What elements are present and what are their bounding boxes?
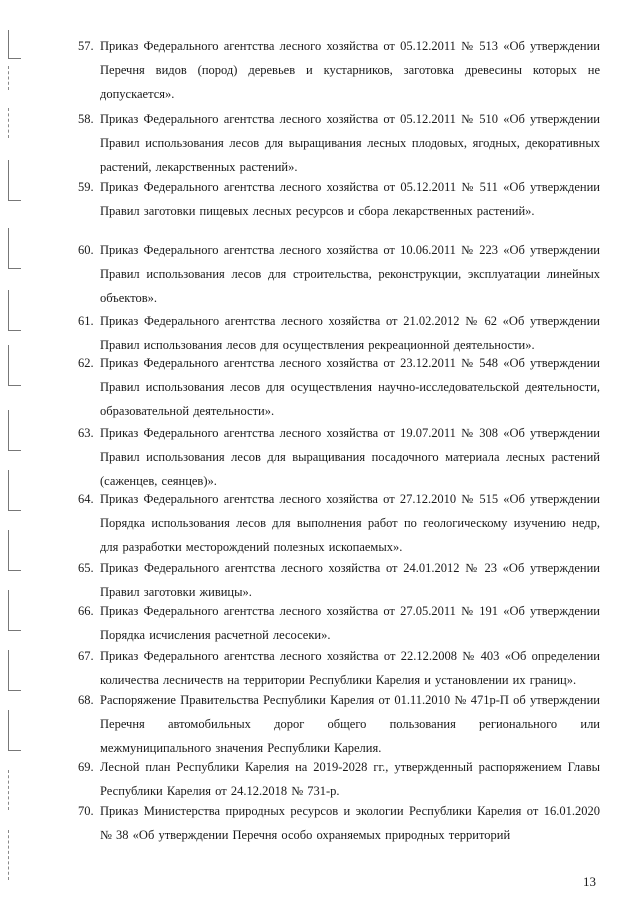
item-number: 58. — [78, 112, 94, 126]
item-number: 65. — [78, 561, 94, 575]
page-number: 13 — [583, 874, 596, 889]
item-number: 57. — [78, 39, 94, 53]
item-number: 66. — [78, 604, 94, 618]
item-number: 68. — [78, 693, 94, 707]
margin-mark — [8, 160, 21, 201]
margin-mark — [8, 30, 21, 59]
list-item — [78, 755, 600, 803]
item-text: Приказ Федерального агентства лесного хозяйства от 19.07.2011 № 308 «Об утверждении Правил использования лесов для выращивания посадочного материала лесных растений (саженцев, сеянцев)». — [100, 426, 600, 488]
item-number: 70. — [78, 804, 94, 818]
margin-mark — [8, 290, 21, 331]
item-text: Приказ Федерального агентства лесного хозяйства от 10.06.2011 № 223 «Об утверждении Правил использования лесов для строительства, реконструкции, эксплуатации линейных объектов». — [100, 243, 600, 305]
list-item — [78, 556, 600, 604]
list-item — [78, 644, 600, 692]
margin-mark — [8, 470, 21, 511]
item-text: Распоряжение Правительства Республики Карелия от 01.11.2010 № 471р-П об утверждении Перечня автомобильных дорог общего пользования регионального или межмуниципального значения Республики Карелия. — [100, 693, 600, 755]
item-number: 60. — [78, 243, 94, 257]
item-text: Приказ Федерального агентства лесного хозяйства от 27.12.2010 № 515 «Об утверждении Порядка использования лесов для выполнения работ по геологическому изучению недр, для разработки месторождений полезных ископаемых». — [100, 492, 600, 554]
list-item — [78, 34, 600, 106]
item-text: Приказ Федерального агентства лесного хозяйства от 21.02.2012 № 62 «Об утверждении Правил использования лесов для осуществления рекреационной деятельности». — [100, 314, 600, 352]
item-text: Приказ Федерального агентства лесного хозяйства от 23.12.2011 № 548 «Об утверждении Правил использования лесов для осуществления научно-исследовательской деятельности, образовательной деятельности». — [100, 356, 600, 418]
margin-mark — [8, 590, 21, 631]
item-number: 59. — [78, 180, 94, 194]
item-text: Приказ Федерального агентства лесного хозяйства от 05.12.2011 № 510 «Об утверждении Правил использования лесов для выращивания лесных плодовых, ягодных, декоративных растений, лекарственных растений». — [100, 112, 600, 174]
list-item — [78, 599, 600, 647]
binding-margin-marks — [0, 0, 40, 905]
item-text: Приказ Министерства природных ресурсов и экологии Республики Карелия от 16.01.2020 № 38 «Об утверждении Перечня особо охраняемых природных территорий — [100, 804, 600, 842]
margin-mark — [8, 770, 21, 810]
item-number: 69. — [78, 760, 94, 774]
margin-mark — [8, 710, 21, 751]
item-text: Приказ Федерального агентства лесного хозяйства от 27.05.2011 № 191 «Об утверждении Порядка исчисления расчетной лесосеки». — [100, 604, 600, 642]
list-item — [78, 351, 600, 423]
margin-mark — [8, 410, 21, 451]
list-item — [78, 688, 600, 760]
margin-mark — [8, 228, 21, 269]
item-text: Приказ Федерального агентства лесного хозяйства от 24.01.2012 № 23 «Об утверждении Правил заготовки живицы». — [100, 561, 600, 599]
item-number: 62. — [78, 356, 94, 370]
margin-mark — [8, 108, 21, 138]
list-item — [78, 799, 600, 847]
list-item — [78, 175, 600, 223]
list-item — [78, 309, 600, 357]
item-text: Приказ Федерального агентства лесного хозяйства от 22.12.2008 № 403 «Об определении количества лесничеств на территории Республики Карелия и установлении их границ». — [100, 649, 600, 687]
margin-mark — [8, 650, 21, 691]
margin-mark — [8, 530, 21, 571]
item-number: 64. — [78, 492, 94, 506]
list-item — [78, 107, 600, 179]
margin-mark — [8, 830, 21, 880]
item-text: Приказ Федерального агентства лесного хозяйства от 05.12.2011 № 513 «Об утверждении Перечня видов (пород) деревьев и кустарников, заготовка древесины которых не допускается». — [100, 39, 600, 101]
item-text: Приказ Федерального агентства лесного хозяйства от 05.12.2011 № 511 «Об утверждении Правил заготовки пищевых лесных ресурсов и сбора лекарственных растений». — [100, 180, 600, 218]
list-item — [78, 238, 600, 310]
item-number: 63. — [78, 426, 94, 440]
margin-mark — [8, 345, 21, 386]
list-item — [78, 487, 600, 559]
item-text: Лесной план Республики Карелия на 2019-2028 гг., утвержденный распоряжением Главы Республики Карелия от 24.12.2018 № 731-р. — [100, 760, 600, 798]
list-item — [78, 421, 600, 493]
item-number: 61. — [78, 314, 94, 328]
margin-mark — [8, 66, 21, 90]
item-number: 67. — [78, 649, 94, 663]
